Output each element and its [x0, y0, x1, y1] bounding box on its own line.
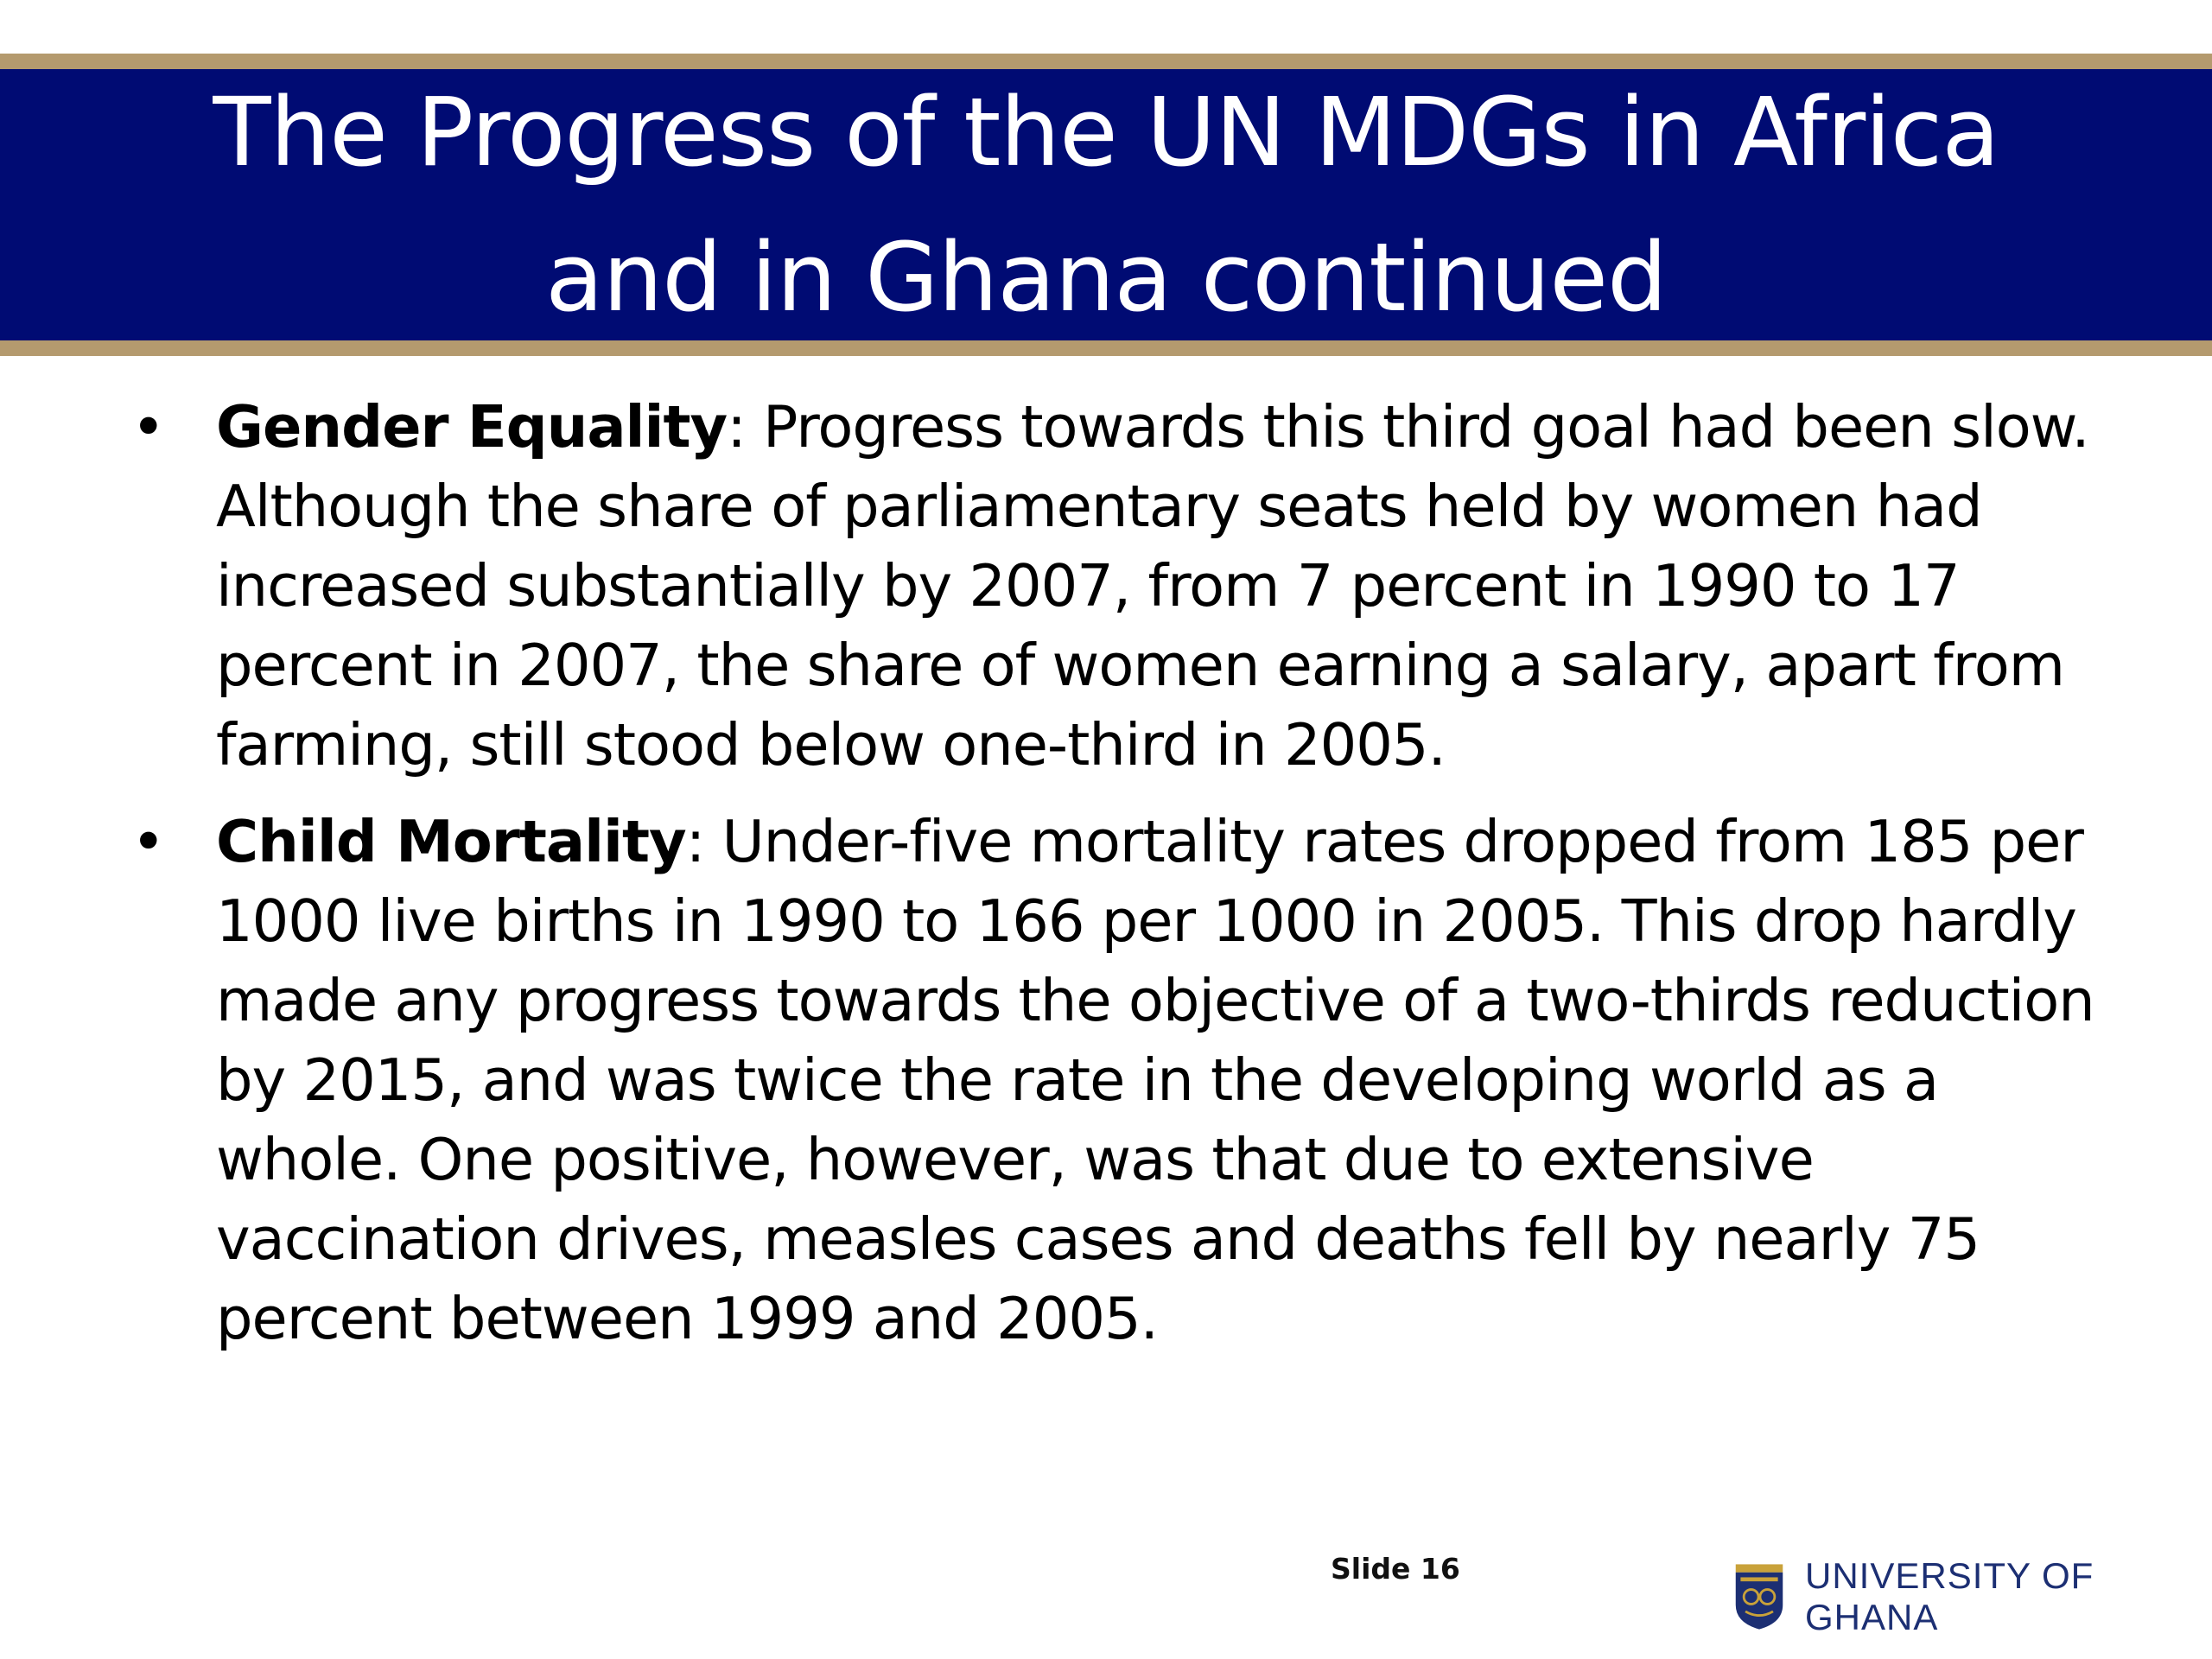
slide-content — [121, 387, 2117, 1376]
title-band — [0, 54, 2212, 356]
bullet-heading: Child Mortality — [216, 808, 686, 875]
slide-title-line-2: and in Ghana continued — [545, 222, 1667, 333]
bullet-child-mortality — [121, 802, 2117, 1358]
bullet-gender-equality — [121, 387, 2117, 785]
bullet-text: : Under-five mortality rates dropped from 185 per 1000 live births in 1990 to 166 per 1000 in 2005. This drop hardly made any progress towards the objective of a two-thirds reduction by 2015, and was twice the rate in the developing world as a whole. One positive, however, was that due to extensive vaccination drives, measles cases and deaths fell by nearly 75 percent between 1999 and 2005. — [216, 808, 2094, 1352]
bullet-heading: Gender Equality — [216, 393, 728, 461]
slide-title-line-1: The Progress of the UN MDGs in Africa — [213, 77, 1999, 188]
university-crest-icon — [1732, 1560, 1786, 1633]
slide-number: Slide 16 — [1331, 1552, 1460, 1586]
bullet-text: : Progress towards this third goal had been slow. Although the share of parliamentary seats held by women had increased substantially by 2007, from 7 percent in 1990 to 17 percent in 2007, the share of women earning a salary, apart from farming, still stood below one-third in 2005. — [216, 393, 2089, 779]
bullet-dot-icon: • — [131, 808, 165, 875]
university-logo — [1732, 1555, 2212, 1638]
bullet-list — [121, 387, 2117, 1358]
slide-title — [213, 60, 1999, 350]
bullet-dot-icon: • — [131, 393, 165, 461]
university-name: UNIVERSITY OF GHANA — [1805, 1555, 2094, 1637]
